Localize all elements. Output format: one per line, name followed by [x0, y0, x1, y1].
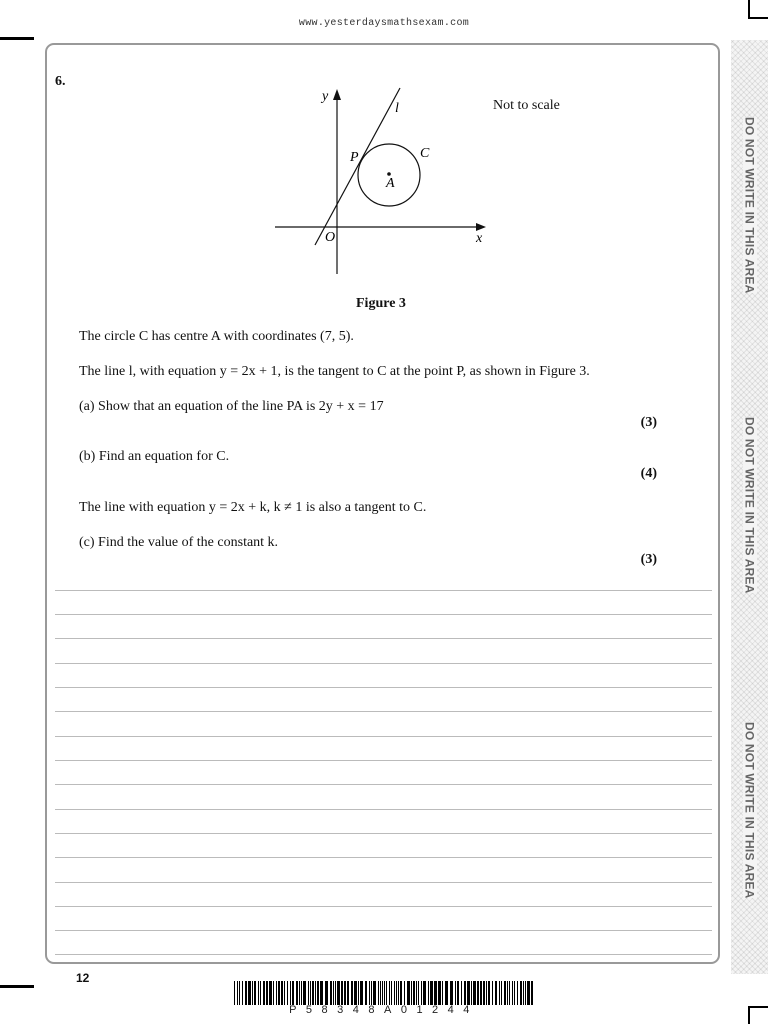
barcode-bar [380, 981, 381, 1005]
label-y: y [322, 89, 329, 104]
barcode-bar [310, 981, 311, 1005]
answer-line[interactable] [55, 954, 712, 955]
y-axis-arrow [333, 89, 341, 100]
answer-line[interactable] [55, 590, 712, 591]
barcode-bar [386, 981, 387, 1005]
barcode-bar [378, 981, 379, 1005]
barcode-bar [416, 981, 417, 1005]
barcode-bar [488, 981, 490, 1005]
barcode-bar [400, 981, 402, 1005]
barcode-bar [315, 981, 316, 1005]
barcode-bar [248, 981, 251, 1005]
barcode-bar [445, 981, 448, 1005]
tangent-statement: The line with equation y = 2x + k, k ≠ 1 is also a tangent to C. [79, 500, 427, 515]
barcode-bar [396, 981, 397, 1005]
barcode-bar [312, 981, 314, 1005]
barcode-bar [480, 981, 482, 1005]
part-c-marks: (3) [640, 552, 657, 567]
barcode-bar [292, 981, 294, 1005]
barcode-bar [527, 981, 530, 1005]
barcode-bar [391, 981, 392, 1005]
part-b-text: (b) Find an equation for C. [79, 449, 230, 464]
barcode-bar [504, 981, 506, 1005]
barcode-bar [330, 981, 332, 1005]
barcode [234, 981, 534, 1005]
label-a: A [386, 176, 395, 191]
crop-mark-bottom-right-v [748, 1006, 750, 1024]
barcode-bar [369, 981, 370, 1005]
figure-3-diagram [270, 84, 500, 284]
answer-line[interactable] [55, 930, 712, 931]
barcode-bar [382, 981, 383, 1005]
barcode-bar [495, 981, 497, 1005]
barcode-bar [237, 981, 238, 1005]
barcode-bar [245, 981, 247, 1005]
barcode-bar [263, 981, 265, 1005]
barcode-bar [520, 981, 522, 1005]
barcode-bar [299, 981, 300, 1005]
barcode-bar [320, 981, 323, 1005]
margin-warning-bottom: DO NOT WRITE IN THIS AREA [742, 721, 757, 899]
answer-line[interactable] [55, 614, 712, 615]
barcode-bar [284, 981, 285, 1005]
barcode-bar [428, 981, 429, 1005]
barcode-bar [438, 981, 441, 1005]
barcode-bar [260, 981, 261, 1005]
question-intro: The circle C has centre A with coordinates (7, 5). [79, 329, 354, 344]
barcode-bar [450, 981, 453, 1005]
barcode-bar [258, 981, 259, 1005]
barcode-bar [358, 981, 359, 1005]
barcode-bar [335, 981, 336, 1005]
crop-mark-bottom-right [748, 1006, 768, 1008]
barcode-bar [461, 981, 462, 1005]
answer-line[interactable] [55, 784, 712, 785]
barcode-text: P58348A01244 [289, 1004, 479, 1016]
barcode-bar [430, 981, 433, 1005]
barcode-bar [365, 981, 367, 1005]
answer-line[interactable] [55, 736, 712, 737]
question-number: 6. [55, 74, 66, 89]
barcode-bar [371, 981, 372, 1005]
barcode-bar [457, 981, 459, 1005]
barcode-bar [389, 981, 390, 1005]
barcode-bar [455, 981, 456, 1005]
barcode-bar [421, 981, 422, 1005]
barcode-bar [525, 981, 526, 1005]
barcode-bar [398, 981, 399, 1005]
barcode-bar [473, 981, 476, 1005]
barcode-bar [308, 981, 309, 1005]
barcode-bar [303, 981, 306, 1005]
answer-line[interactable] [55, 906, 712, 907]
barcode-bar [471, 981, 472, 1005]
label-p: P [350, 150, 359, 165]
barcode-bar [341, 981, 343, 1005]
answer-line[interactable] [55, 711, 712, 712]
barcode-bar [337, 981, 340, 1005]
label-x: x [476, 231, 483, 246]
x-axis-arrow [476, 223, 486, 231]
label-c: C [420, 146, 430, 161]
answer-line[interactable] [55, 760, 712, 761]
barcode-bar [290, 981, 291, 1005]
barcode-bar [281, 981, 283, 1005]
margin-warning-top: DO NOT WRITE IN THIS AREA [742, 116, 757, 294]
barcode-bar [531, 981, 533, 1005]
margin-warning-middle: DO NOT WRITE IN THIS AREA [742, 416, 757, 594]
barcode-bar [418, 981, 419, 1005]
part-a-marks: (3) [640, 415, 657, 430]
part-a-text: (a) Show that an equation of the line PA is 2y + x = 17 [79, 399, 384, 414]
line-statement: The line l, with equation y = 2x + 1, is the tangent to C at the point P, as shown in Figure 3. [79, 364, 590, 379]
barcode-bar [317, 981, 319, 1005]
label-o: O [325, 230, 336, 245]
barcode-bar [351, 981, 353, 1005]
barcode-bar [354, 981, 357, 1005]
barcode-bar [266, 981, 268, 1005]
barcode-bar [394, 981, 395, 1005]
barcode-bar [301, 981, 302, 1005]
answer-lines[interactable] [55, 590, 712, 950]
barcode-bar [517, 981, 518, 1005]
barcode-bar [507, 981, 508, 1005]
barcode-bar [234, 981, 235, 1005]
barcode-bar [483, 981, 485, 1005]
barcode-bar [333, 981, 334, 1005]
barcode-bar [514, 981, 515, 1005]
barcode-bar [434, 981, 437, 1005]
barcode-bar [278, 981, 280, 1005]
barcode-bar [512, 981, 513, 1005]
crop-mark-top-left [0, 37, 34, 40]
barcode-bar [413, 981, 415, 1005]
barcode-bar [296, 981, 298, 1005]
answer-line[interactable] [55, 882, 712, 883]
barcode-bar [404, 981, 405, 1005]
barcode-bar [239, 981, 240, 1005]
crop-mark-top-right-v [748, 0, 750, 19]
barcode-bar [384, 981, 385, 1005]
crop-mark-bottom-left [0, 985, 34, 988]
answer-line[interactable] [55, 833, 712, 834]
barcode-bar [360, 981, 363, 1005]
barcode-bar [269, 981, 272, 1005]
answer-line[interactable] [55, 809, 712, 810]
barcode-bar [252, 981, 253, 1005]
label-l: l [395, 101, 399, 116]
not-to-scale-note: Not to scale [493, 98, 560, 113]
barcode-bar [492, 981, 493, 1005]
barcode-bar [325, 981, 328, 1005]
barcode-bar [373, 981, 376, 1005]
barcode-bar [467, 981, 470, 1005]
part-b-marks: (4) [640, 466, 657, 481]
part-c-text: (c) Find the value of the constant k. [79, 535, 279, 550]
barcode-bar [509, 981, 510, 1005]
header-url: www.yesterdaysmathsexam.com [298, 18, 470, 29]
barcode-bar [477, 981, 479, 1005]
barcode-bar [287, 981, 288, 1005]
barcode-bar [501, 981, 502, 1005]
answer-line[interactable] [55, 638, 712, 639]
answer-line[interactable] [55, 857, 712, 858]
barcode-bar [242, 981, 243, 1005]
barcode-bar [464, 981, 466, 1005]
barcode-bar [499, 981, 500, 1005]
barcode-bar [486, 981, 487, 1005]
page-number: 12 [76, 971, 90, 985]
barcode-bar [347, 981, 349, 1005]
barcode-bar [523, 981, 524, 1005]
answer-line[interactable] [55, 687, 712, 688]
barcode-bar [273, 981, 274, 1005]
tangent-line-l [315, 88, 400, 245]
barcode-bar [276, 981, 277, 1005]
barcode-bar [423, 981, 426, 1005]
barcode-bar [344, 981, 346, 1005]
answer-line[interactable] [55, 663, 712, 664]
barcode-bar [442, 981, 443, 1005]
crop-mark-top-right [748, 17, 768, 19]
figure-caption: Figure 3 [356, 296, 406, 311]
barcode-bar [254, 981, 256, 1005]
barcode-bar [411, 981, 412, 1005]
barcode-bar [407, 981, 410, 1005]
